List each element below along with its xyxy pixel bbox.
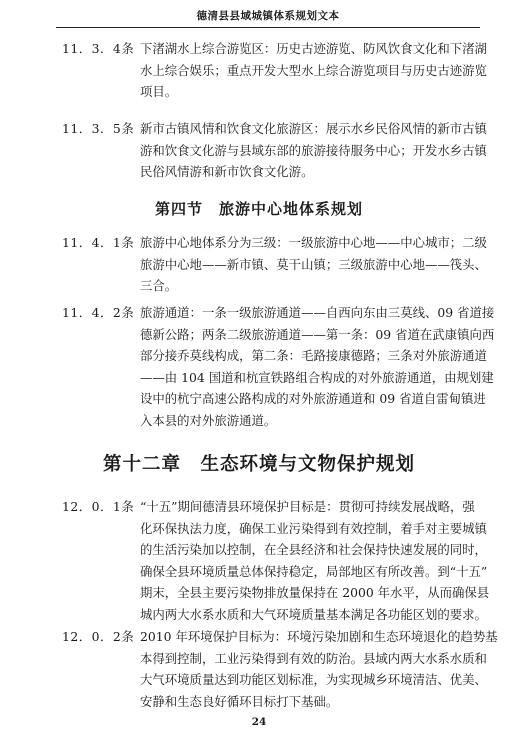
text-line: 项目。 <box>140 84 178 99</box>
article-11-3-5 <box>62 118 487 183</box>
article-body <box>140 626 498 712</box>
chapter-title: 第十二章 生态环境与文物保护规划 <box>102 454 415 475</box>
text-line: 入本县的对外旅游通道。 <box>140 412 277 428</box>
article-number: 11．3．5条 <box>62 121 135 136</box>
article-body <box>140 118 487 183</box>
text-line: 确保全县环境质量总体保持稳定，局部地区有所改善。到“十五” <box>140 563 488 579</box>
text-line: 期末，全县主要污染物排放量保持在 2000 年水平，从而确保县 <box>140 585 490 600</box>
article-11-4-2 <box>62 302 495 431</box>
article-body <box>140 496 490 625</box>
running-header: 德清县县域城镇体系规划文本 <box>196 10 340 22</box>
article-number: 11．4．1条 <box>62 235 135 250</box>
section-title: 第四节 旅游中心地体系规划 <box>154 200 363 218</box>
article-11-3-4 <box>62 38 487 103</box>
text-line: 2010 年环境保护目标为：环境污染加剧和生态环境退化的趋势基 <box>140 629 498 644</box>
article-number: 11．4．2条 <box>62 305 135 320</box>
page-number: 24 <box>251 716 267 728</box>
article-11-4-1 <box>62 232 487 297</box>
article-number: 11．3．4条 <box>62 41 135 56</box>
text-line: 新市古镇风情和饮食文化旅游区：展示水乡民俗风情的新市古镇 <box>140 121 487 136</box>
text-line: 游和饮食文化游与县域东部的旅游接待服务中心；开发水乡古镇 <box>140 142 487 158</box>
text-line: 的生活污染加以控制，在全县经济和社会保持快速发展的同时， <box>140 542 487 557</box>
text-line: 民俗风情游和新市饮食文化游。 <box>140 164 314 179</box>
article-12-0-1 <box>62 496 490 625</box>
text-line: 安静和生态良好循环目标打下基础。 <box>140 693 339 709</box>
text-line: 大气环境质量达到功能区划标准，为实现城乡环境清洁、优美、 <box>140 672 487 687</box>
text-line: 下渚湖水上综合游览区：历史古迹游览、防风饮食文化和下渚湖 <box>140 41 487 56</box>
text-line: 三合。 <box>140 278 178 293</box>
text-line: 旅游中心地——新市镇、莫干山镇；三级旅游中心地——筏头、 <box>140 256 487 272</box>
text-line: 水上综合娱乐；重点开发大型水上综合游览项目与历史古迹游览 <box>140 62 487 78</box>
article-number: 12．0．2条 <box>62 629 135 644</box>
article-body <box>140 38 487 103</box>
text-line: 设中的杭宁高速公路构成的对外旅游通道和 09 省道自雷甸镇进 <box>140 391 486 406</box>
text-line: 城内两大水系水质和大气环境质量基本满足各功能区划的要求。 <box>140 606 487 622</box>
text-line: 化环保执法力度，确保工业污染得到有效控制，着手对主要城镇 <box>140 520 487 536</box>
text-line: 本得到控制，工业污染得到有效的防治。县域内两大水系水质和 <box>140 650 487 666</box>
text-line: 德新公路；两条二级旅游通道——第一条：09 省道在武康镇向西 <box>140 326 495 342</box>
text-line: ——由 104 国道和杭宣铁路组合构成的对外旅游通道，由规划建 <box>140 369 494 385</box>
text-line: 旅游中心地体系分为三级：一级旅游中心地——中心城市；二级 <box>140 235 487 250</box>
header-rule <box>56 27 480 28</box>
text-line: 部分接乔莫线构成，第二条：毛路接康德路；三条对外旅游通道 <box>140 348 487 363</box>
article-number: 12．0．1条 <box>62 499 135 514</box>
article-12-0-2 <box>62 626 498 712</box>
text-line: “十五”期间德清县环境保护目标是：贯彻可持续发展战略，强 <box>140 499 475 514</box>
article-body <box>140 232 487 297</box>
article-body <box>140 302 495 431</box>
text-line: 旅游通道：一条一级旅游通道——自西向东由三莫线、09 省道接 <box>140 305 495 320</box>
